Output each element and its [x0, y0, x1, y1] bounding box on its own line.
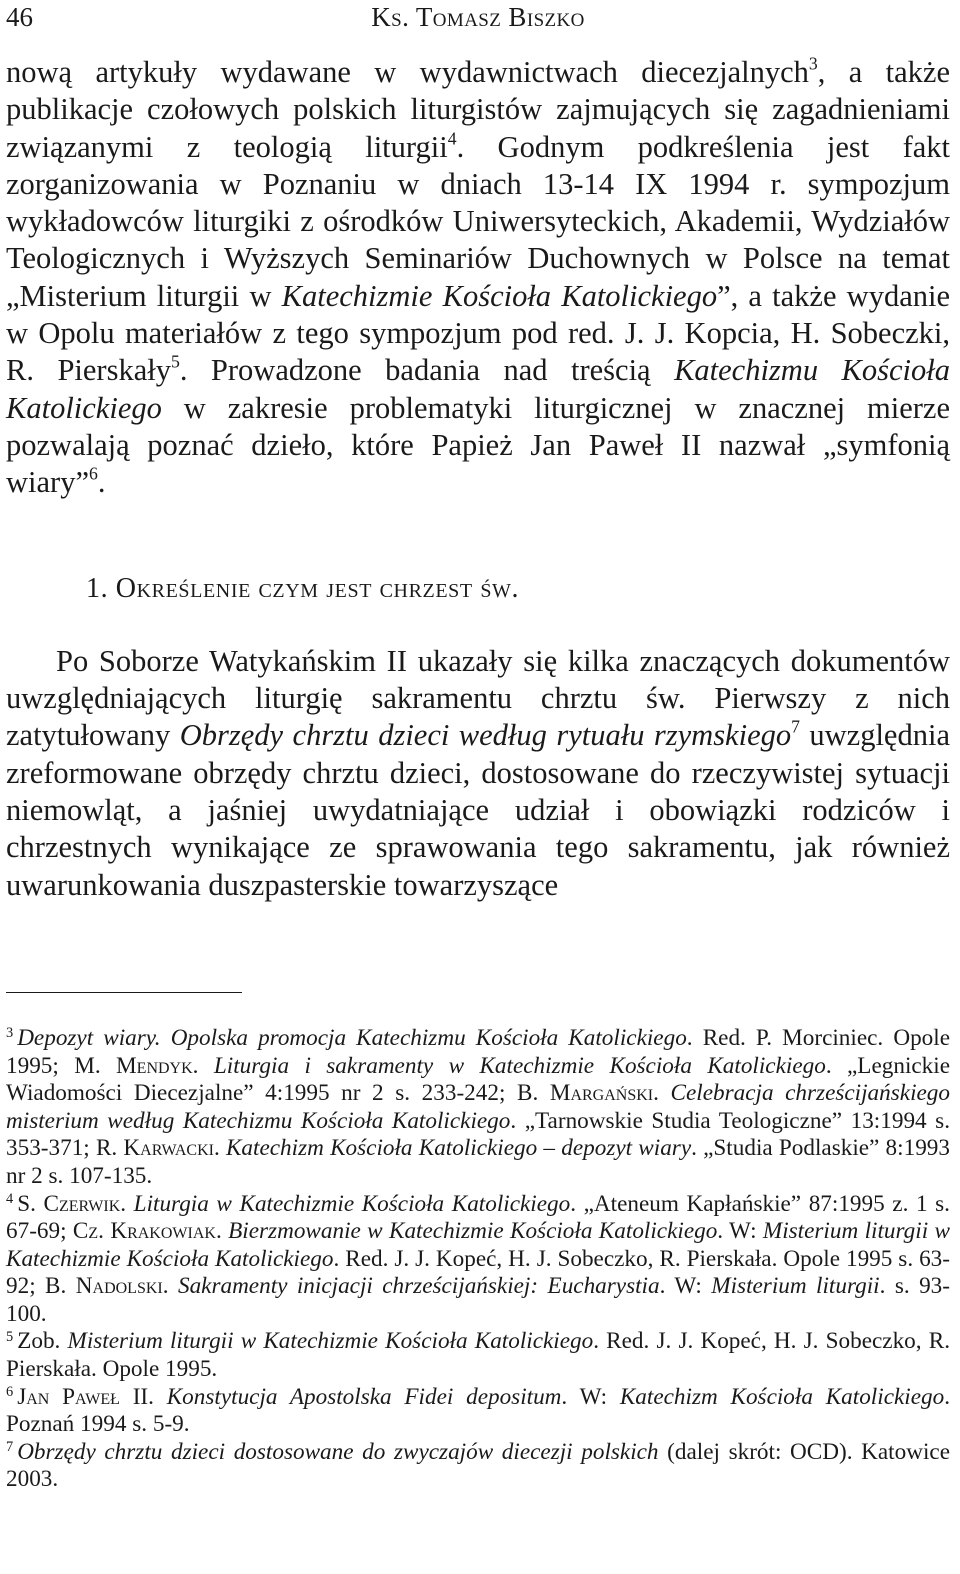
running-head: Ks. Tomasz Biszko	[371, 2, 585, 32]
footnote-number: 4	[6, 1190, 14, 1207]
footnote-6	[6, 1384, 950, 1439]
footnote-number: 7	[6, 1438, 14, 1455]
footnote-4	[6, 1191, 950, 1329]
text-run: . Poznań 1994 s. 5-9.	[6, 1383, 950, 1438]
footnote-7	[6, 1439, 950, 1494]
text-run: .	[192, 1052, 214, 1079]
text-run: ”, a także wydanie w Opolu materiałów z tego sympozjum pod red. J. J. Kopcia, H. Sobeczki, R. Pierskały	[6, 278, 950, 388]
text-run: Konstytucja Apostolska Fidei depositum	[166, 1383, 562, 1410]
text-run: Bierzmowanie w Katechizmie Kościoła Katolickiego	[228, 1218, 718, 1245]
footnote-ref-6: 6	[88, 463, 98, 484]
text-run: Po Soborze Watykańskim II ukazały się kilka znaczących dokumentów uwzględniających liturgię sakramentu chrztu św. Pierwszy z nich zatytułowany	[6, 643, 950, 753]
text-run: Liturgia i sakramenty w Katechizmie Kościoła Katolickiego	[213, 1052, 826, 1079]
author-name: z	[88, 1218, 99, 1245]
text-run: .	[148, 1383, 167, 1410]
text-run: .	[653, 1080, 671, 1107]
text-run: Sakramenty inicjacji chrześcijańskiej: Eucharystia	[177, 1273, 660, 1300]
text-run: .	[97, 465, 106, 500]
text-run: . Red. P. Morciniec. Opole 1995; M.	[6, 1024, 950, 1079]
text-run: .	[120, 1190, 134, 1217]
author-name: Nadolski	[75, 1273, 163, 1300]
author-name: Mendyk	[116, 1052, 193, 1079]
footnote-number: 6	[6, 1383, 14, 1400]
text-run: . W:	[561, 1383, 620, 1410]
text-run: .	[98, 1218, 111, 1245]
author-name: Jan Paweł II	[17, 1383, 149, 1410]
document-page	[6, 0, 950, 1494]
italic-title: Katechizmu Kościoła Katolickiego	[6, 353, 951, 425]
footnote-divider	[6, 992, 242, 993]
text-run: . „Studia Podlaskie” 8:1993 nr 2 s. 107-135.	[6, 1135, 950, 1189]
italic-title: Obrzędy chrztu dzieci według rytuału rzymskiego	[179, 718, 792, 753]
footnote-number: 5	[6, 1328, 14, 1345]
text-run: S.	[17, 1190, 44, 1217]
text-run: . Godnym podkreślenia jest fakt zorganizowania w Poznaniu w dniach 13-14 IX 1994 r. sympozjum wykładowców liturgiki z ośrodków Uniwersyteckich, Akademii, Wydziałów Teologicznych i Wyższych Seminariów Duchownych w Polsce na temat „Misterium liturgii w	[6, 129, 951, 313]
footnote-5	[6, 1328, 950, 1383]
text-run: Liturgia w Katechizmie Kościoła Katolickiego	[133, 1190, 571, 1217]
italic-title: Katechizmie Kościoła Katolickiego	[281, 278, 718, 313]
text-run: . Red. J. J. Kopeć, H. J. Sobeczko, R. Pierskała. Opole 1995 s. 63-92; B.	[6, 1245, 950, 1300]
text-run: .	[213, 1135, 226, 1162]
text-run: . „Legnickie Wiadomości Diecezjalne” 4:1995 nr 2 s. 233-242; B.	[6, 1052, 951, 1107]
footnote-ref-4: 4	[447, 127, 457, 148]
author-name: Margański	[549, 1080, 654, 1107]
body-text	[6, 54, 950, 904]
text-run: . s. 93-100.	[6, 1273, 950, 1327]
section-heading: 1. Określenie czym jest chrzest św.	[86, 572, 520, 604]
text-run: Misterium liturgii w Katechizmie Kościoła Katolickiego	[6, 1218, 950, 1272]
text-run: Katechizm Kościoła Katolickiego – depozyt wiary	[225, 1135, 692, 1162]
author-name: Czerwik	[43, 1190, 121, 1217]
text-run: . Red. J. J. Kopeć, H. J. Sobeczko, R. Pierskała. Opole 1995.	[6, 1328, 950, 1383]
text-run: uwzględnia zreformowane obrzędy chrztu dzieci, dostosowane do rzeczywistej sytuacji niemowląt, a jaśniej uwydatniające udział i obowiązki rodziców i chrzestnych wynikające ze sprawowania tego sakramentu, jak również uwarunkowania duszpasterskie towarzyszące	[6, 718, 950, 902]
footnotes	[6, 1025, 950, 1494]
paragraph-1	[6, 54, 950, 502]
text-run: nową artykuły wydawane w wydawnictwach diecezjalnych	[6, 55, 809, 89]
author-name: Krakowiak	[110, 1218, 216, 1245]
text-run: . W:	[659, 1273, 712, 1300]
text-run: Katechizm Kościoła Katolickiego	[619, 1383, 945, 1410]
text-run: (dalej skrót: OCD). Katowice 2003.	[6, 1438, 950, 1493]
footnote-ref-3: 3	[808, 53, 818, 74]
page-header	[6, 0, 950, 40]
footnote-number: 3	[6, 1025, 14, 1042]
footnote-3	[6, 1025, 950, 1191]
text-run: , a także publikacje czołowych polskich liturgistów zajmujących się zagadnieniami związanymi z teologią liturgii	[6, 55, 951, 164]
text-run: Celebracja chrześcijańskiego misterium według Katechizmu Kościoła Katolickiego	[6, 1080, 950, 1134]
text-run: .	[162, 1273, 178, 1300]
text-run: Misterium liturgii	[711, 1273, 880, 1300]
paragraph-2	[6, 643, 950, 904]
text-run: .	[215, 1218, 229, 1245]
author-name: Karwacki	[123, 1135, 214, 1162]
text-run: Depozyt wiary. Opolska promocja Katechizmu Kościoła Katolickiego	[17, 1024, 687, 1051]
footnote-ref-5: 5	[170, 351, 180, 372]
text-run: w zakresie problematyki liturgicznej w znacznej mierze pozwalają poznać dzieło, które Papież Jan Paweł II nazwał „symfonią wiary”	[6, 390, 950, 500]
text-run: . „Tarnowskie Studia Teologiczne” 13:1994 s. 353-371; R.	[6, 1107, 951, 1162]
page-number: 46	[6, 2, 33, 32]
text-run: Zob.	[17, 1328, 68, 1355]
text-run: . „Ateneum Kapłańskie” 87:1995 z. 1 s. 67-69; C	[6, 1190, 950, 1245]
text-run: Obrzędy chrztu dzieci dostosowane do zwyczajów diecezji polskich	[17, 1438, 659, 1465]
text-run: . Prowadzone badania nad treścią	[179, 353, 675, 388]
text-run: . W:	[717, 1218, 763, 1245]
footnote-ref-7: 7	[791, 716, 800, 737]
text-run: Misterium liturgii w Katechizmie Kościoła Katolickiego	[67, 1328, 594, 1355]
